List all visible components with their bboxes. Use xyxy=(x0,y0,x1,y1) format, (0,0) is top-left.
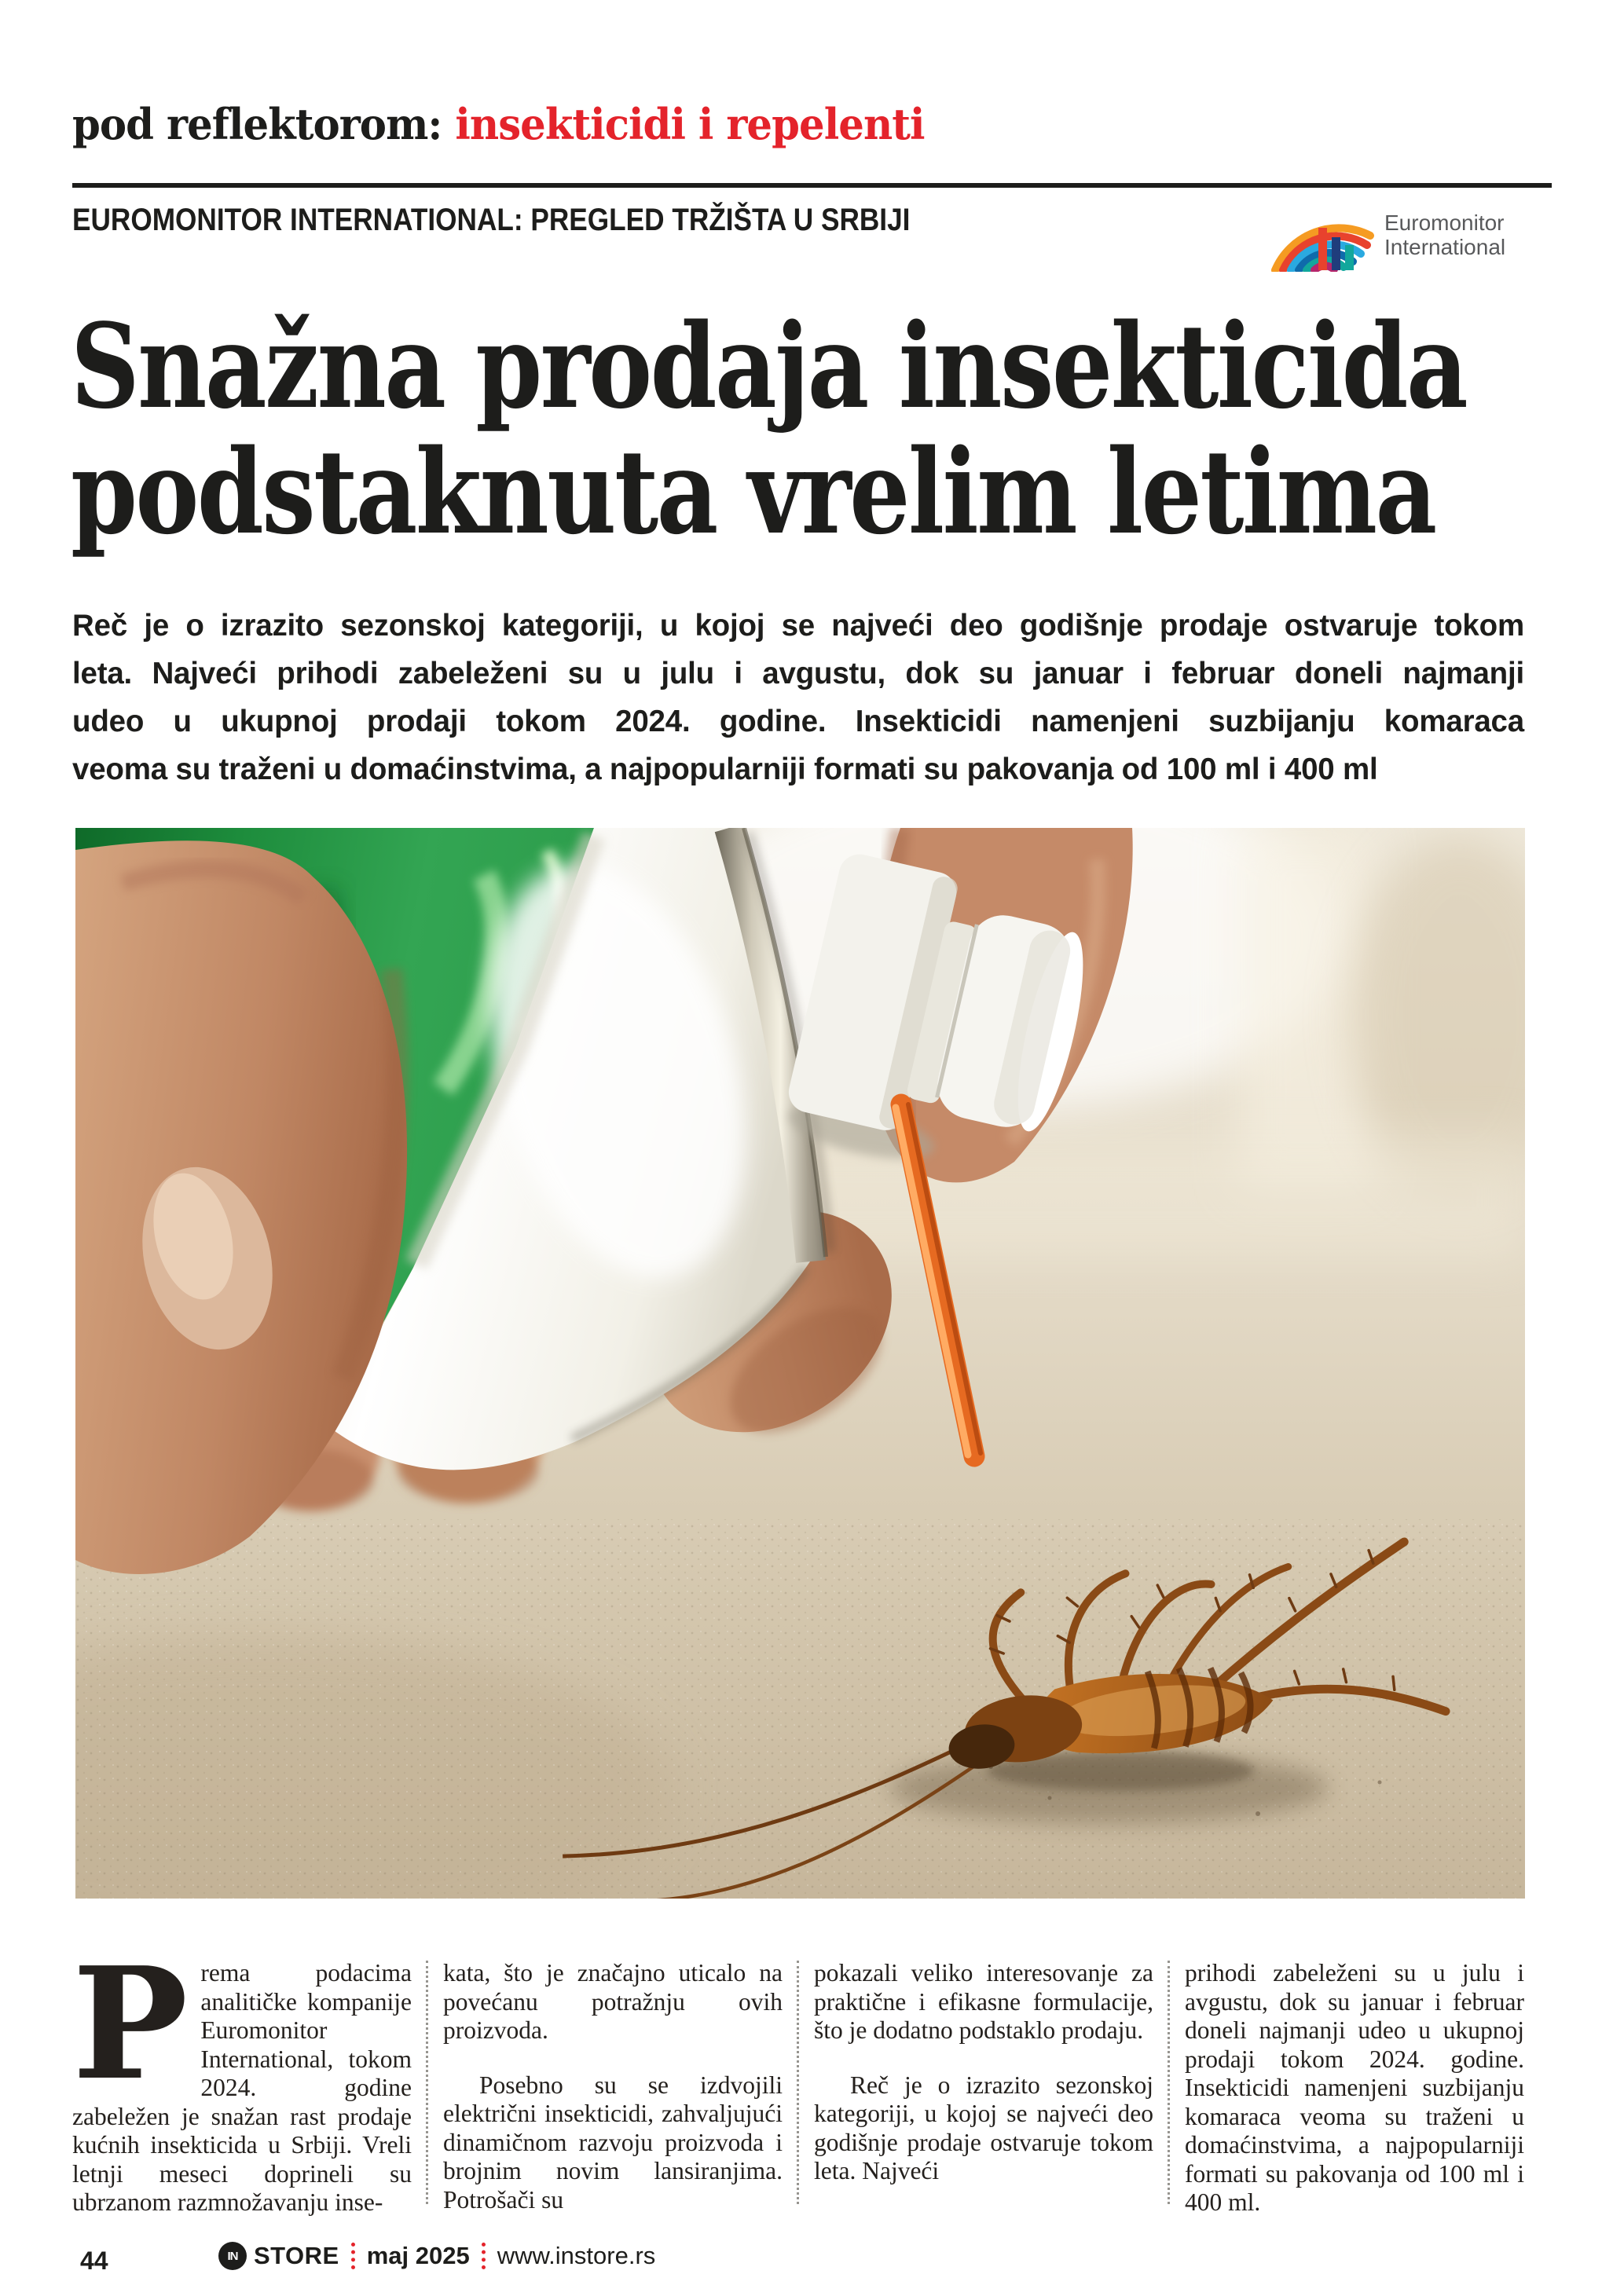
paragraph-text: rema podacima analitičke kompanije Euromonitor International, tokom 2024. godine zabeležen je snažan rast prodaje kućnih insekticida u Srbiji. Vreli letnji meseci doprineli su ubrzanom razmnožavanju inse- xyxy=(72,1959,412,2216)
lead-paragraph xyxy=(72,602,1524,793)
article-photo xyxy=(75,828,1525,1899)
dropcap: P xyxy=(72,1934,189,2115)
subheader: EUROMONITOR INTERNATIONAL: PREGLED TRŽIŠTA U SRBIJI xyxy=(72,203,911,237)
instore-footer-logo xyxy=(218,2242,655,2270)
body-column-4 xyxy=(1185,1959,1524,2217)
column-divider xyxy=(426,1961,428,2204)
paragraph: Reč je o izrazito sezonskoj kategoriji, u kojoj se najveći deo godišnje prodaje ostvaruje tokom leta. Najveći xyxy=(814,2071,1153,2184)
lead-line: leta. Najveći prihodi zabeleženi su u julu i avgustu, dok su januar i februar doneli najmanji xyxy=(72,657,1524,690)
store-label: STORE xyxy=(254,2242,339,2269)
issue-date: maj 2025 xyxy=(366,2242,470,2269)
article-body xyxy=(72,1934,1524,2222)
paragraph: pokazali veliko interesovanje za praktične i efikasne formulacije, što je dodatno podstaklo prodaju. xyxy=(814,1959,1153,2044)
kicker-prefix: pod reflektorom: xyxy=(72,99,456,149)
website-url: www.instore.rs xyxy=(497,2242,656,2269)
euromonitor-logo-text xyxy=(1384,211,1505,259)
paragraph: kata, što je značajno uticalo na povećanu potražnju ovih proizvoda. xyxy=(443,1959,783,2044)
column-divider xyxy=(797,1961,799,2204)
lead-line: udeo u ukupnoj prodaji tokom 2024. godine. Insekticidi namenjeni suzbijanju komaraca xyxy=(72,705,1524,738)
body-column-1 xyxy=(72,1934,412,2217)
page-number: 44 xyxy=(80,2247,108,2275)
euromonitor-line1: Euromonitor xyxy=(1384,211,1505,235)
photo-illustration xyxy=(75,828,1525,1899)
article-headline xyxy=(71,298,1467,560)
euromonitor-line2: International xyxy=(1384,235,1506,259)
column-divider xyxy=(1168,1961,1170,2204)
euromonitor-logo xyxy=(1271,198,1505,272)
section-kicker xyxy=(72,93,925,156)
body-column-3 xyxy=(814,1959,1153,2186)
page-footer xyxy=(0,2240,1624,2283)
body-column-2 xyxy=(443,1959,783,2214)
dotted-separator-icon xyxy=(482,2243,486,2269)
floor-grain xyxy=(75,1519,1525,1899)
lead-line: veoma su traženi u domaćinstvima, a najpopularniji formati su pakovanja od 100 ml i 400 ml xyxy=(72,753,1378,786)
in-circle-icon: IN xyxy=(218,2242,247,2270)
euromonitor-arcs-icon xyxy=(1271,198,1375,272)
headline-line2: podstaknuta vrelim letima xyxy=(71,423,1435,560)
lead-line: Reč je o izrazito sezonskoj kategoriji, u kojoj se najveći deo godišnje prodaje ostvaruje tokom xyxy=(72,609,1524,643)
kicker-highlight: insekticidi i repelenti xyxy=(455,99,925,149)
dotted-separator-icon xyxy=(351,2243,355,2269)
paragraph: prihodi zabeleženi su u julu i avgustu, dok su januar i februar doneli najmanji udeo u ukupnoj prodaji tokom 2024. godine. Insekticidi namenjeni suzbijanju komaraca veoma su traženi u domaćinstvima, a najpopularniji formati su pakovanja od 100 ml i 400 ml. xyxy=(1185,1959,1524,2216)
headline-line1: Snažna prodaja insekticida xyxy=(71,298,1467,434)
paragraph: Posebno su se izdvojili električni insekticidi, zahvaljujući dinamičnom razvoju proizvoda i brojnim novim lansiranjima. Potrošači su xyxy=(443,2071,783,2214)
top-rule xyxy=(72,183,1552,188)
paragraph xyxy=(72,1934,412,2217)
